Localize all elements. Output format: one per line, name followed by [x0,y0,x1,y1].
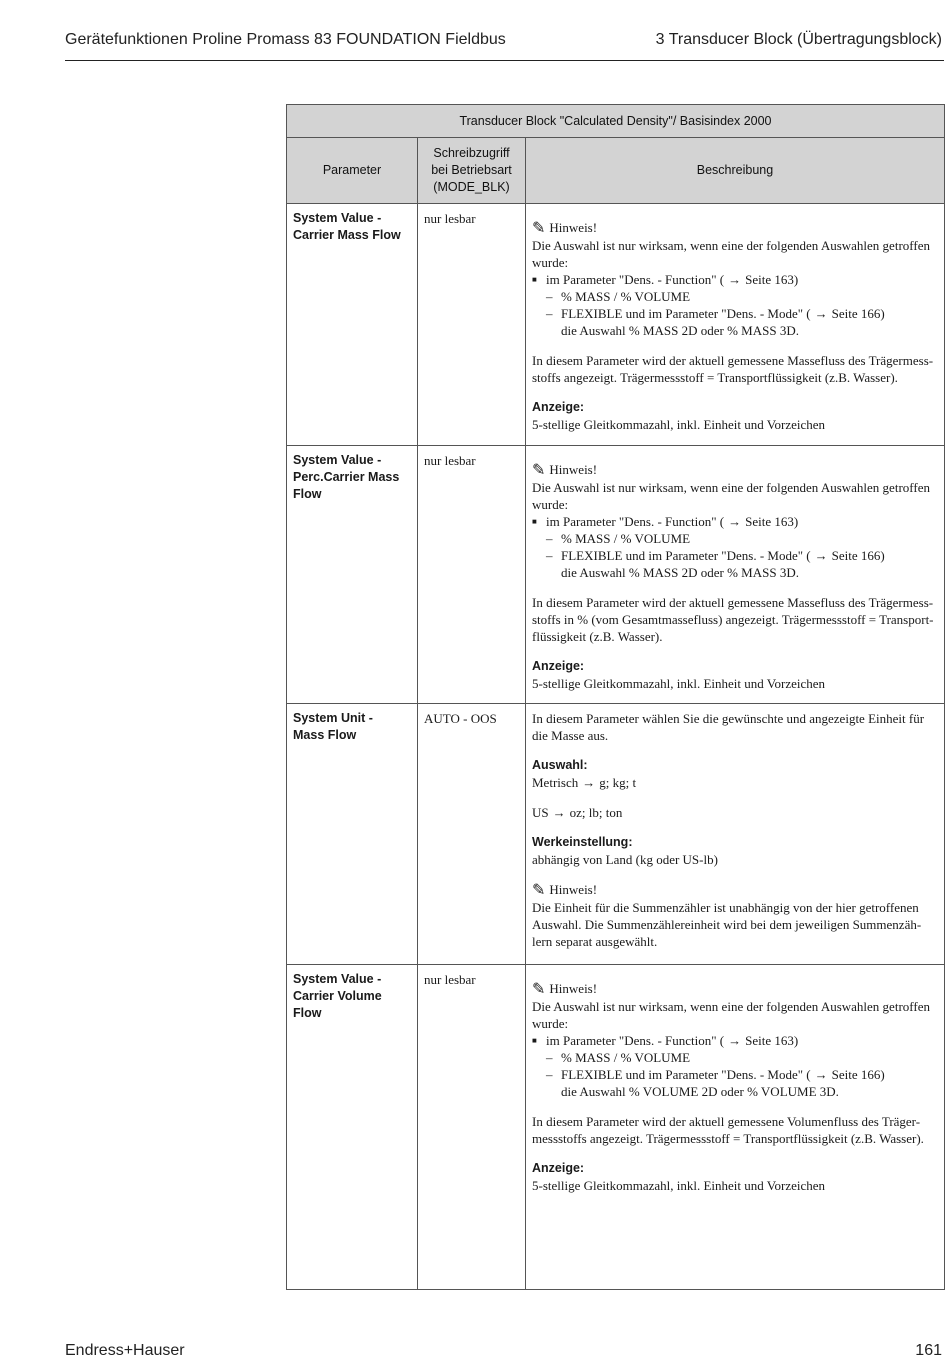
description: In diesem Parameter wählen Sie die gewünschte und angezeigte Einheit für die Masse aus. Auswahl: Metrisch → g; kg; t US → oz; lb; ton Werkeinstellung: abhängig von Land (kg oder US-lb) ✎ Hinweis! Die Einheit für die Summenzähler ist unabhängig von der hier getroffenen Auswahl. Die Summenzählereinheit wird bei dem jeweiligen Summenzäh- lern separat ausgewählt. [526,704,945,965]
parameter-name: System Value - Carrier Volume Flow [287,965,418,1290]
table-row [287,704,945,965]
arrow-right-icon: → [814,306,828,321]
description: ✎ Hinweis! Die Auswahl ist nur wirksam, wenn eine der folgenden Auswahlen getroffen wurde: ■ im Parameter "Dens. - Function" ( → Seite 163) – % MASS / % VOLUME – FLEXIBLE und im Parameter "Dens. - Mode" ( → Seite 166) die Auswahl % MASS 2D oder % MASS 3D. In diesem Parameter wird der aktuell gemessene Massefluss des Trägermess- stoffs angezeigt. Trägermessstoff = Transportflüssigkeit (z.B. Wasser). Anzeige: 5-stellige Gleitkommazahl, inkl. Einheit und Vorzeichen [526,204,945,446]
access-mode: AUTO - OOS [418,704,526,965]
page-footer [65,1342,942,1364]
table-title: Transducer Block "Calculated Density"/ Basisindex 2000 [287,105,945,138]
arrow-right-icon: → [582,775,596,790]
page-number: 161 [915,1342,942,1359]
pencil-note-icon: ✎ [532,882,546,899]
footer-company: Endress+Hauser [65,1342,185,1359]
table-row [287,446,945,704]
pencil-note-icon: ✎ [532,462,546,479]
hint-note: ✎ Hinweis! [532,462,598,479]
header-title: Gerätefunktionen Proline Promass 83 FOUNDATION Fieldbus [65,31,506,48]
description: ✎ Hinweis! Die Auswahl ist nur wirksam, wenn eine der folgenden Auswahlen getroffen wurde: ■ im Parameter "Dens. - Function" ( → Seite 163) – % MASS / % VOLUME – FLEXIBLE und im Parameter "Dens. - Mode" ( → Seite 166) die Auswahl % MASS 2D oder % MASS 3D. In diesem Parameter wird der aktuell gemessene Massefluss des Trägermess- stoffs in % (vom Gesamtmassefluss) angezeigt. Trägermessstoff = Transport- flüssigkeit (z.B. Wasser). Anzeige: 5-stellige Gleitkommazahl, inkl. Einheit und Vorzeichen [526,446,945,704]
parameter-table [286,104,945,1290]
col-header-access: Schreibzugriff bei Betriebsart (MODE_BLK) [418,138,526,204]
arrow-right-icon: → [728,1033,742,1048]
parameter-name: System Value - Perc.Carrier Mass Flow [287,446,418,704]
hint-note: ✎ Hinweis! [532,220,598,237]
access-mode: nur lesbar [418,446,526,704]
table-row [287,965,945,1290]
arrow-right-icon: → [728,272,742,287]
arrow-right-icon: → [728,514,742,529]
header-rule [65,60,944,61]
parameter-name: System Value - Carrier Mass Flow [287,204,418,446]
table-row [287,204,945,446]
col-header-description: Beschreibung [526,138,945,204]
access-mode: nur lesbar [418,204,526,446]
hint-note: ✎ Hinweis! [532,981,598,998]
pencil-note-icon: ✎ [532,981,546,998]
hint-note: ✎ Hinweis! [532,882,598,899]
arrow-right-icon: → [814,548,828,563]
description: ✎ Hinweis! Die Auswahl ist nur wirksam, wenn eine der folgenden Auswahlen getroffen wurde: ■ im Parameter "Dens. - Function" ( → Seite 163) – % MASS / % VOLUME – FLEXIBLE und im Parameter "Dens. - Mode" ( → Seite 166) die Auswahl % VOLUME 2D oder % VOLUME 3D. In diesem Parameter wird der aktuell gemessene Volumenfluss des Träger- messstoffs angezeigt. Trägermessstoff = Transportflüssigkeit (z.B. Wasser). Anzeige: 5-stellige Gleitkommazahl, inkl. Einheit und Vorzeichen [526,965,945,1290]
access-mode: nur lesbar [418,965,526,1290]
pencil-note-icon: ✎ [532,220,546,237]
arrow-right-icon: → [552,805,566,820]
arrow-right-icon: → [814,1067,828,1082]
header-section: 3 Transducer Block (Übertragungsblock) [655,31,942,48]
parameter-name: System Unit - Mass Flow [287,704,418,965]
page-header [65,31,942,55]
col-header-parameter: Parameter [287,138,418,204]
